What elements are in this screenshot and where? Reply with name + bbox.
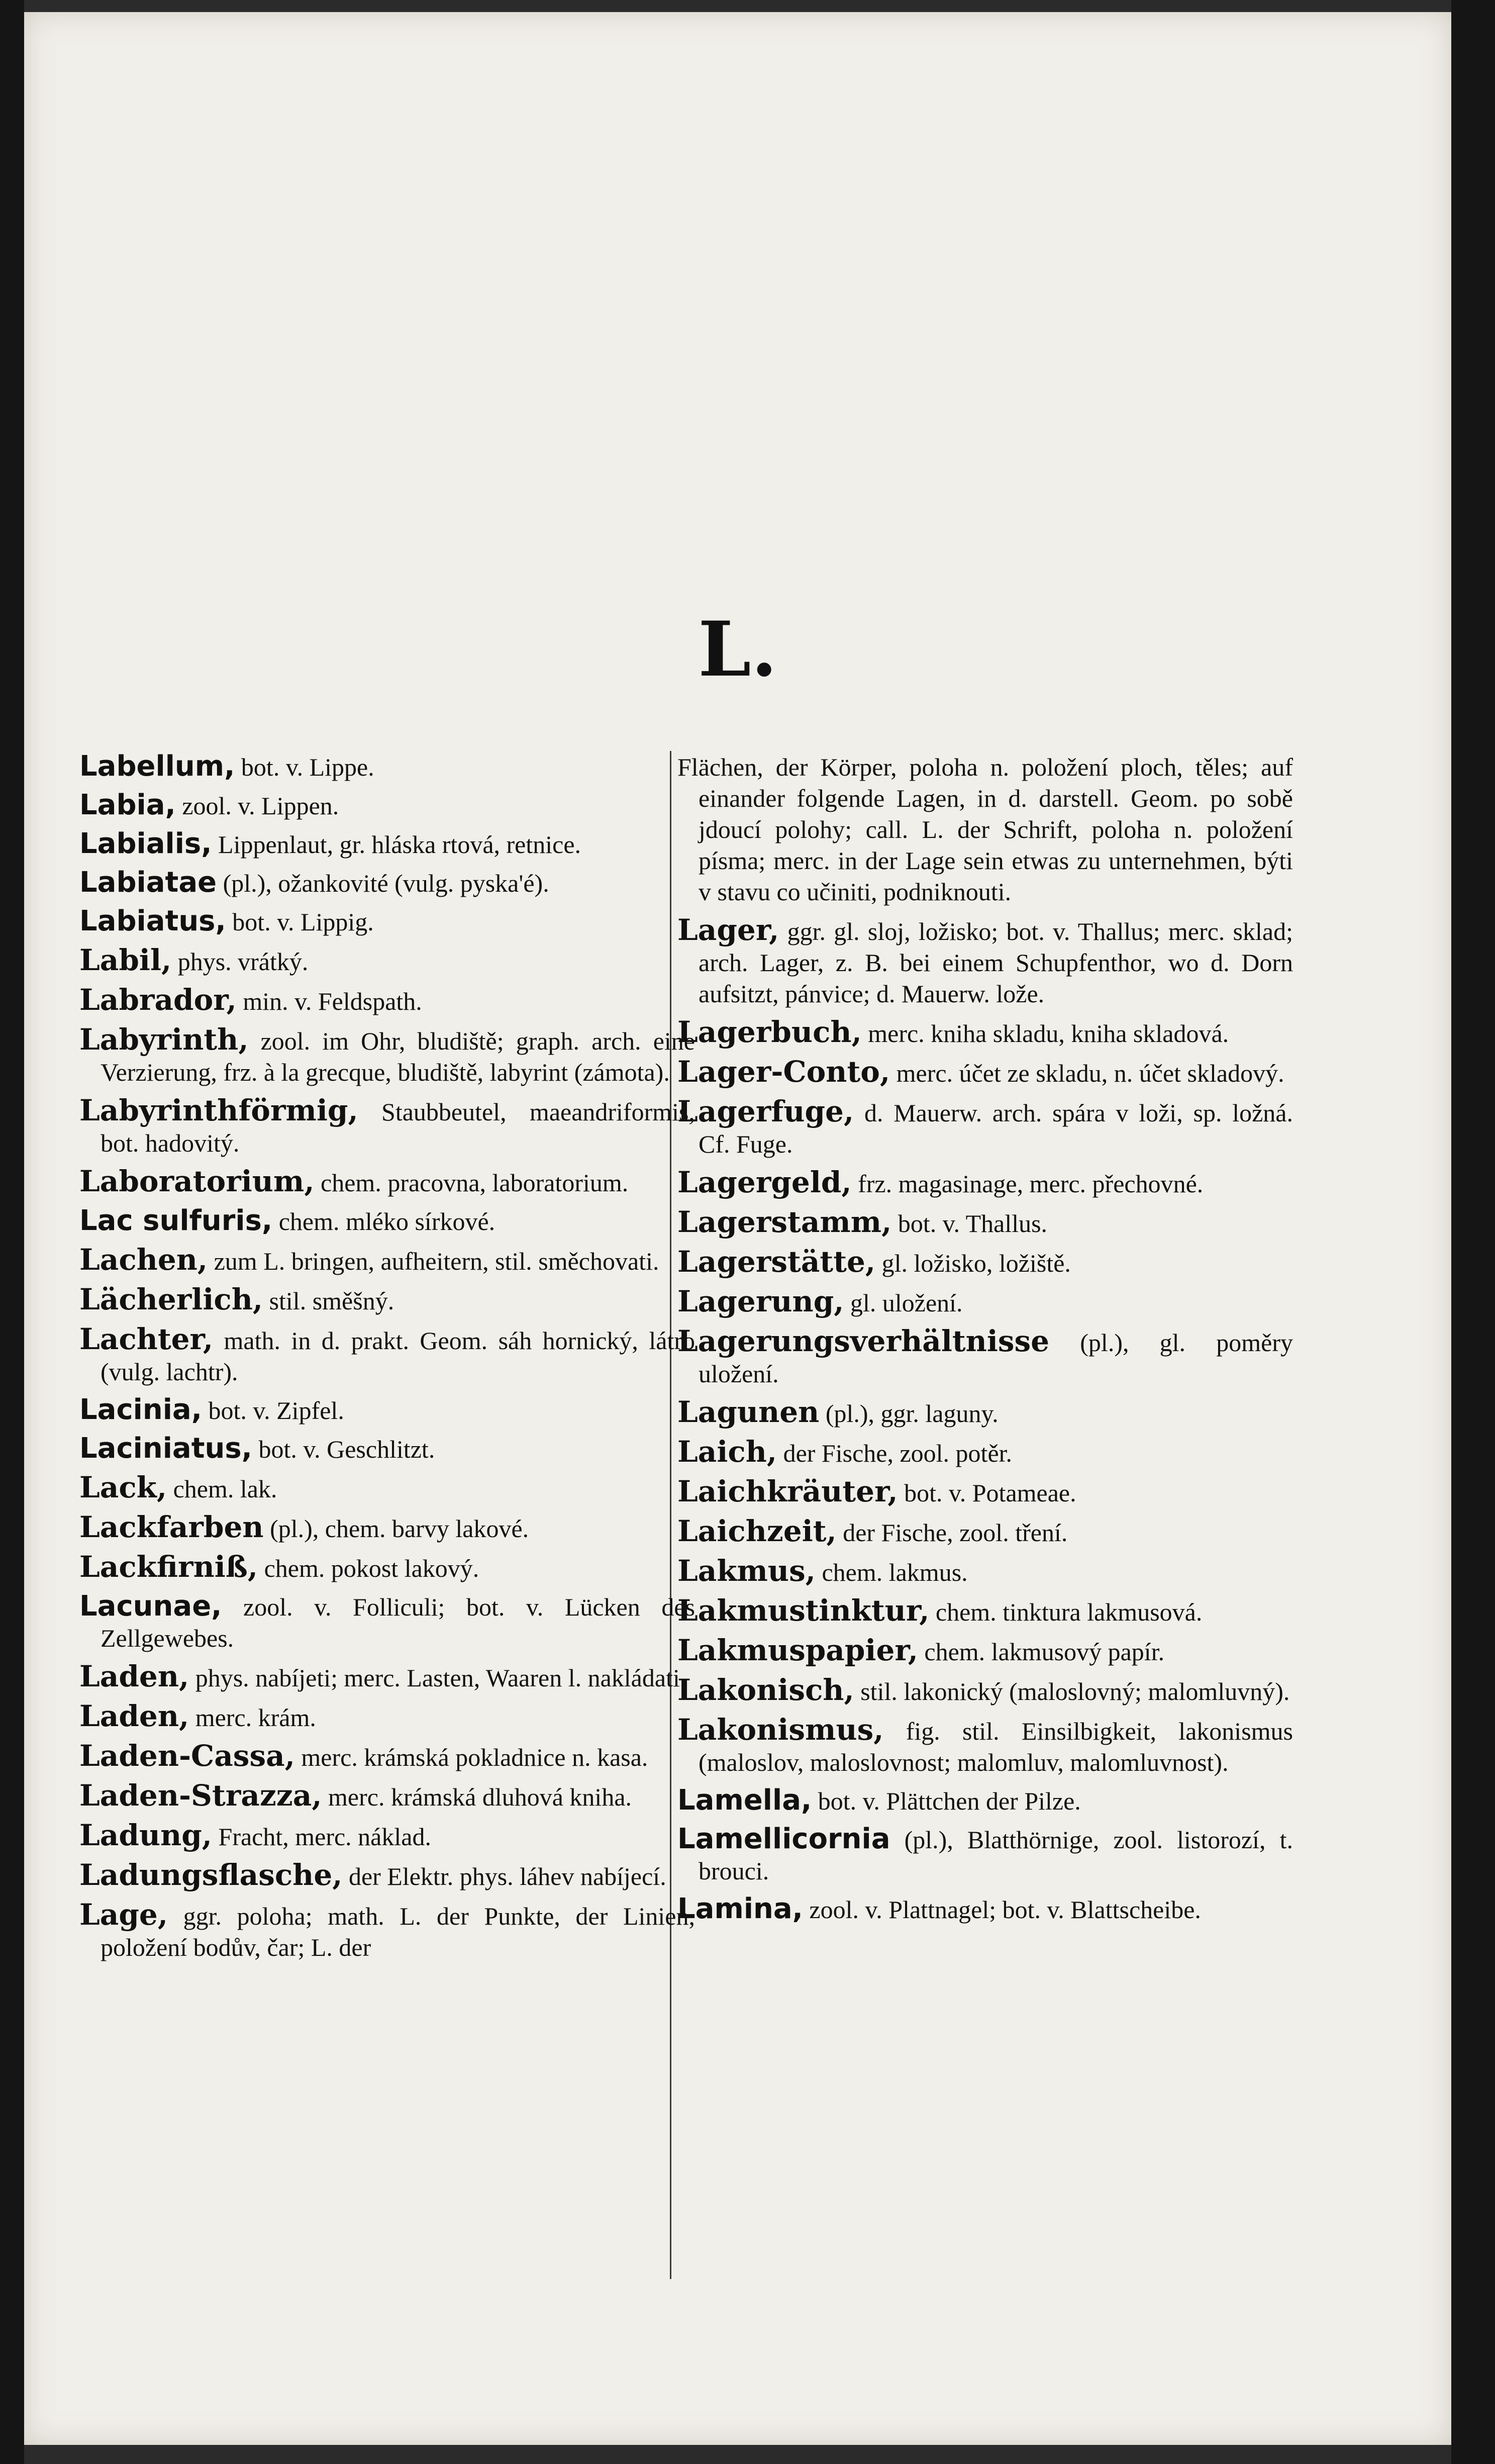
entry-definition: bot. v. Thallus. [891,1209,1048,1238]
entry-headword: Ladungsflasche, [79,1858,343,1892]
entry-definition: merc. krámská dluhová kniha. [322,1783,632,1811]
dictionary-entry [677,1056,1293,1089]
entry-definition: merc. účet ze skladu, n. účet skladový. [890,1059,1284,1087]
entry-headword: Laden, [79,1699,189,1733]
entry-definition: stil. lakonický (maloslovný; malomluvný). [854,1677,1290,1705]
entry-headword: Labyrinthförmig, [79,1093,358,1127]
entry-definition: (pl.), gl. poměry uložení. [699,1329,1293,1388]
entry-headword: Lagerbuch, [677,1015,862,1049]
dictionary-entry [79,1899,695,1963]
entry-headword: Lagerstamm, [677,1205,892,1239]
entry-headword: Lack, [79,1470,167,1504]
dictionary-entry [677,1325,1293,1389]
entry-definition: gl. ložisko, ložiště. [875,1249,1071,1277]
entry-headword: Lacinia, [79,1393,202,1426]
dictionary-entry [79,1205,695,1237]
entry-headword: Labia, [79,789,176,821]
entry-definition: chem. mléko sírkové. [272,1207,495,1236]
dictionary-entry [79,984,695,1017]
entry-headword: Lakmuspapier, [677,1633,918,1667]
dictionary-entry [677,1785,1293,1817]
dictionary-entry [79,1859,695,1892]
entry-headword: Laden-Cassa, [79,1739,295,1773]
entry-definition: Lippenlaut, gr. hláska rtová, retnice. [212,830,581,859]
entry-definition: merc. krámská pokladnice n. kasa. [294,1743,648,1771]
entry-headword: Laden, [79,1659,189,1693]
dictionary-entry [79,1780,695,1813]
entry-headword: Lackfirniß, [79,1550,258,1584]
entry-headword: Labrador, [79,983,237,1017]
entry-definition: bot. v. Plättchen der Pilze. [812,1787,1081,1815]
entry-headword: Lac sulfuris, [79,1204,273,1237]
entry-headword: Lachter, [79,1322,214,1356]
dictionary-entry [79,1551,695,1584]
entry-definition: bot. v. Potameae. [898,1479,1076,1507]
entry-headword: Lagerung, [677,1284,844,1318]
dictionary-entry [677,1096,1293,1160]
entry-definition: math. in d. prakt. Geom. sáh hornický, látro (vulg. lachtr). [101,1326,695,1386]
entry-definition: chem. tinktura lakmusová. [929,1598,1203,1626]
entry-definition: der Fische, zool. tření. [836,1519,1068,1547]
entry-headword: Lamina, [677,1892,803,1925]
dictionary-entry [79,1700,695,1733]
scan-right-edge [1451,0,1495,2464]
dictionary-entry [677,1396,1293,1429]
entry-headword: Labellum, [79,750,235,783]
entry-headword: Labyrinth, [79,1022,249,1057]
dictionary-entry [79,1661,695,1693]
dictionary-entry [79,867,695,899]
entry-definition: fig. stil. Einsilbigkeit, lakonismus (maloslov, maloslovnost; malomluv, malomluvnost). [699,1717,1293,1776]
entry-headword: Lagunen [677,1395,820,1429]
dictionary-entry [79,1591,695,1654]
entry-definition: zool. im Ohr, bludiště; graph. arch. eine Verzierung, frz. à la grecque, bludiště, labyrint (zámota). [101,1027,695,1086]
dictionary-entry [677,1515,1293,1548]
dictionary-entry [677,1714,1293,1778]
entry-definition: stil. směšný. [263,1287,394,1315]
dictionary-entry [677,1824,1293,1886]
dictionary-entry [79,1166,695,1198]
entry-headword: Laich, [677,1435,777,1469]
entry-definition: phys. nabíjeti; merc. Lasten, Waaren l. nakládati. [189,1664,686,1692]
entry-headword: Lakmustinktur, [677,1593,930,1628]
entry-definition: chem. lak. [167,1475,277,1503]
entry-headword: Lakonisch, [677,1673,854,1707]
dictionary-entry [79,944,695,977]
entry-headword: Lagergeld, [677,1165,852,1199]
entry-headword: Labialis, [79,827,212,860]
entry-headword: Lagerfuge, [677,1094,854,1128]
dictionary-entry [79,828,695,860]
entry-definition: (pl.), ggr. laguny. [819,1399,999,1428]
dictionary-entry [79,1244,695,1277]
entry-definition: ggr. gl. sloj, ložisko; bot. v. Thallus; merc. sklad; arch. Lager, z. B. bei einem Schupfenthor, wo d. Dorn aufsitzt, pánvice; d. Mauerw. lože. [699,917,1293,1008]
entry-headword: Laboratorium, [79,1164,315,1198]
entry-headword: Laichkräuter, [677,1474,898,1508]
entry-definition: zool. v. Plattnagel; bot. v. Blattscheibe. [803,1896,1201,1924]
entry-headword: Labiatae [79,866,217,899]
entry-definition: phys. vrátký. [171,947,309,976]
scan-left-edge [0,0,24,2464]
entry-headword: Laichzeit, [677,1514,837,1548]
entry-headword: Lakmus, [677,1554,816,1588]
dictionary-entry [677,1595,1293,1628]
entry-definition: Staubbeutel, maeandriformis, bot. hadovitý. [101,1098,695,1157]
entry-definition: zum L. bringen, aufheitern, stil. směchovati. [208,1247,659,1275]
dictionary-entry [677,751,1293,907]
entry-headword: Lachen, [79,1243,208,1277]
left-column [79,751,695,1970]
entry-definition: (pl.), Blatthörnige, zool. listorozí, t. brouci. [699,1826,1293,1885]
entry-definition: chem. pracovna, laboratorium. [314,1169,629,1197]
dictionary-entry [677,1167,1293,1199]
dictionary-entry [677,1555,1293,1588]
entry-definition: zool. v. Folliculi; bot. v. Lücken des Zellgewebes. [101,1593,695,1652]
entry-headword: Laden-Strazza, [79,1778,322,1813]
entry-headword: Lager-Conto, [677,1055,890,1089]
dictionary-entry [677,1635,1293,1667]
entry-definition: chem. lakmusový papír. [918,1638,1165,1666]
entry-definition: frz. magasinage, merc. přechovné. [851,1170,1204,1198]
entry-headword: Lamella, [677,1784,812,1817]
dictionary-entry [677,1436,1293,1469]
entry-definition: chem. lakmus. [815,1558,968,1586]
entry-definition: der Fische, zool. potěr. [777,1439,1013,1467]
dictionary-entry [79,1820,695,1852]
entry-definition: chem. pokost lakový. [258,1554,479,1582]
entry-definition: bot. v. Lippe. [235,753,374,781]
dictionary-entry [79,790,695,821]
entry-headword: Lächerlich, [79,1282,263,1316]
dictionary-entry [79,1095,695,1159]
entry-headword: Laciniatus, [79,1432,252,1465]
dictionary-entry [677,1893,1293,1925]
entry-definition: bot. v. Lippig. [226,908,374,936]
dictionary-entry [677,1206,1293,1239]
entry-headword: Lagerungsverhältnisse [677,1324,1050,1358]
entry-headword: Lacunae, [79,1590,222,1623]
entry-headword: Lage, [79,1898,168,1932]
entry-definition: min. v. Feldspath. [236,987,422,1015]
entry-headword: Ladung, [79,1818,213,1852]
entry-headword: Lackfarben [79,1510,264,1544]
dictionary-entry [677,914,1293,1009]
entry-definition: ggr. poloha; math. L. der Punkte, der Linien, položení bodův, čar; L. der [101,1902,695,1961]
entry-definition: zool. v. Lippen. [175,792,339,820]
right-column [677,751,1293,1932]
dictionary-entry [79,1472,695,1504]
dictionary-entry [677,1246,1293,1279]
entry-headword: Lagerstätte, [677,1245,876,1279]
entry-definition: (pl.), chem. barvy lakové. [263,1514,529,1543]
entry-definition: merc. kniha skladu, kniha skladová. [861,1019,1229,1048]
entry-headword: Lager, [677,913,779,947]
entry-definition: bot. v. Zipfel. [202,1396,344,1425]
entry-headword: Lakonismus, [677,1713,884,1747]
entry-definition: der Elektr. phys. láhev nabíjecí. [342,1862,666,1890]
dictionary-page [24,12,1451,2445]
dictionary-entry [677,1674,1293,1707]
entry-definition: merc. krám. [189,1703,316,1732]
dictionary-entry [79,751,695,783]
entry-definition: d. Mauerw. arch. spára v loži, sp. ložná. Cf. Fuge. [699,1099,1293,1158]
dictionary-entry [79,906,695,937]
entry-definition: Fracht, merc. náklad. [212,1823,431,1851]
entry-definition: bot. v. Geschlitzt. [252,1435,435,1463]
dictionary-entry [677,1476,1293,1508]
entry-definition: Flächen, der Körper, poloha n. položení ploch, těles; auf einander folgende Lagen, in d. darstell. Geom. po sobě jdoucí polohy; call. L. der Schrift, poloha n. položení písma; merc. in der Lage sein etwas zu unternehmen, býti v stavu co učiniti, podniknouti. [677,753,1293,906]
entry-headword: Labil, [79,943,172,977]
dictionary-entry [79,1323,695,1387]
dictionary-entry [79,1284,695,1316]
dictionary-entry [677,1286,1293,1318]
dictionary-entry [677,1016,1293,1049]
entry-definition: gl. uložení. [844,1289,963,1317]
entry-headword: Labiatus, [79,905,226,937]
dictionary-entry [79,1024,695,1088]
dictionary-entry [79,1511,695,1544]
dictionary-entry [79,1394,695,1426]
dictionary-entry [79,1433,695,1465]
entry-headword: Lamellicornia [677,1823,890,1855]
dictionary-entry [79,1740,695,1773]
entry-definition: (pl.), ožankovité (vulg. pyska'é). [217,869,549,897]
section-letter-heading: L. [698,605,777,694]
